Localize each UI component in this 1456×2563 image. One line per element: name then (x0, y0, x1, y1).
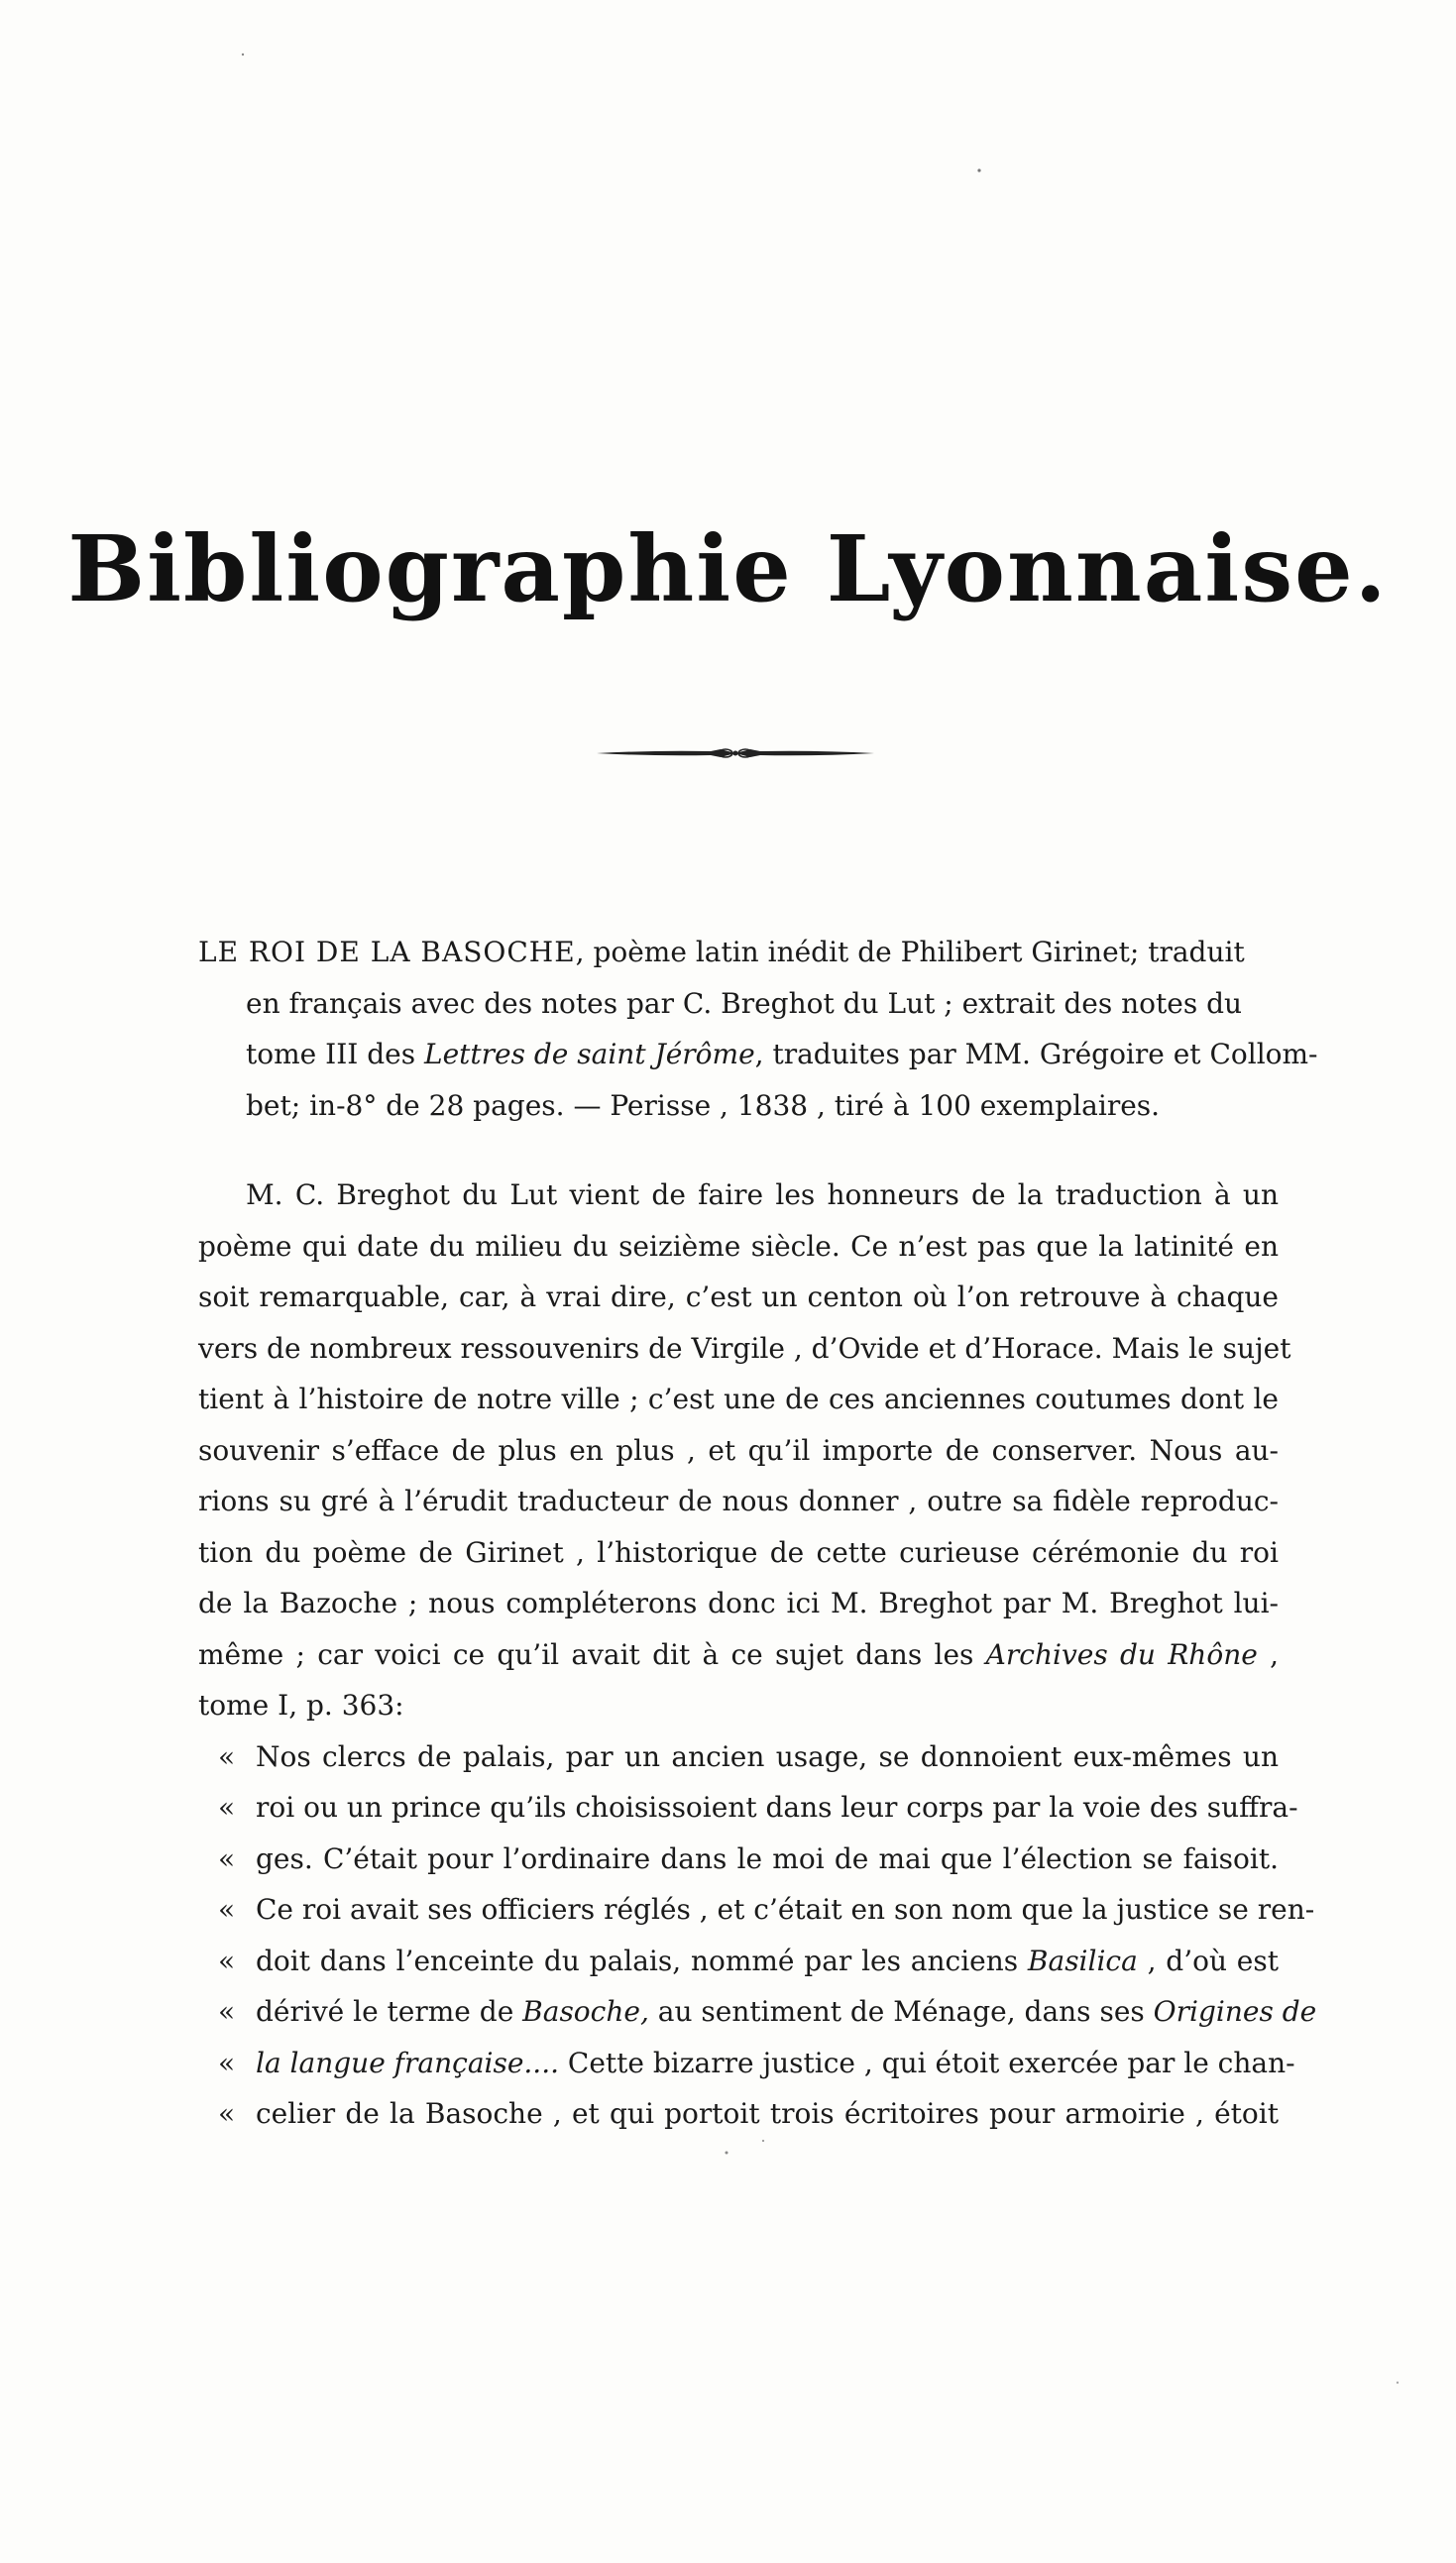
body-line: rions su gré à l’érudit traducteur de nous donner , outre sa fidèle reproduc- (198, 1485, 1279, 1517)
entry-line: bet; in-8° de 28 pages. — Perisse , 1838 , tiré à 100 exemplaires. (246, 1088, 1161, 1122)
entry-line: LE ROI DE LA BASOCHE, poème latin inédit de Philibert Girinet; traduit (198, 936, 1245, 968)
quote-line: « dérivé le terme de Basoche, au sentiment de Ménage, dans ses Origines de (218, 1995, 1317, 2028)
body-line: vers de nombreux ressouvenirs de Virgile , d’Ovide et d’Horace. Mais le sujet (198, 1331, 1291, 1365)
entry-line: en français avec des notes par C. Breghot du Lut ; extrait des notes du (246, 986, 1243, 1020)
quote-line: « celier de la Basoche , et qui portoit trois écritoires pour armoirie , étoit (218, 2097, 1279, 2130)
quote-line: « doit dans l’enceinte du palais, nommé par les anciens Basilica , d’où est (218, 1944, 1280, 1977)
entry-heading: LE ROI DE LA BASOCHE (198, 936, 576, 968)
entry-line: tome III des Lettres de saint Jérôme, traduites par MM. Grégoire et Collom- (246, 1038, 1318, 1070)
page-title: Bibliographie Lyonnaise. (67, 515, 1389, 622)
journal-title: Archives du Rhône (985, 1637, 1258, 1671)
quote-line: « roi ou un prince qu’ils choisissoient dans leur corps par la voie des suffra- (218, 1791, 1298, 1824)
quote-line: « la langue française.... Cette bizarre justice , qui étoit exercée par le chan- (218, 2046, 1295, 2079)
body-line: souvenir s’efface de plus en plus , et qu’il importe de conserver. Nous au- (198, 1433, 1279, 1467)
body-line: soit remarquable, car, à vrai dire, c’est un centon où l’on retrouve à chaque (198, 1281, 1279, 1313)
body-line: même ; car voici ce qu’il avait dit à ce sujet dans les Archives du Rhône , (198, 1637, 1279, 1671)
quote-line: « ges. C’était pour l’ordinaire dans le moi de mai que l’élection se faisoit. (218, 1841, 1279, 1875)
body-line: poème qui date du milieu du seizième siècle. Ce n’est pas que la latinité en (198, 1229, 1279, 1263)
body-line: tion du poème de Girinet , l’historique de cette curieuse cérémonie du roi (198, 1535, 1279, 1569)
quote-line: « Nos clercs de palais, par un ancien usage, se donnoient eux-mêmes un (218, 1739, 1279, 1773)
quote-line: « Ce roi avait ses officiers réglés , et c’était en son nom que la justice se ren- (218, 1893, 1315, 1926)
book-title: Lettres de saint Jérôme (423, 1038, 755, 1070)
body-line: tient à l’histoire de notre ville ; c’est une de ces anciennes coutumes dont le (198, 1383, 1279, 1415)
body-line: de la Bazoche ; nous compléterons donc ici M. Breghot par M. Breghot lui- (198, 1587, 1279, 1619)
body-line: tome I, p. 363: (198, 1689, 404, 1722)
body-line: M. C. Breghot du Lut vient de faire les honneurs de la traduction à un (246, 1178, 1279, 1211)
